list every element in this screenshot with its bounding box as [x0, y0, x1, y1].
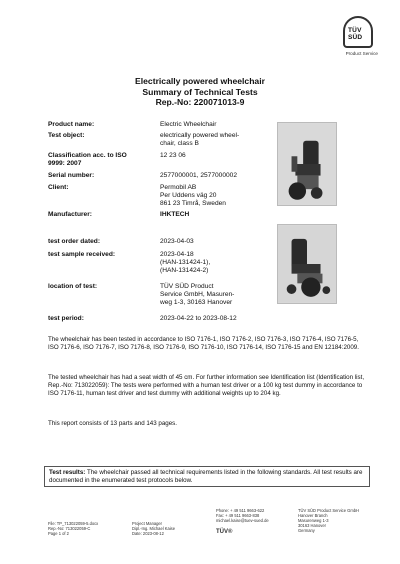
footer-contact: Phone: + 49 511 9663-622 Fax: + 49 511 9663-838 michael.kaise@tuev-sued.de — [216, 508, 269, 523]
test-object-value: electrically powered wheel- chair, class B — [160, 132, 240, 147]
document-title — [0, 76, 400, 108]
test-results-box — [44, 466, 370, 487]
seat-width-paragraph: The tested wheelchair has had a seat width of 45 cm. For further information see Identification list (Identification list, Rep.-No: 713022059): The tests were performed with a human test driver or a 100 kg test dummy in accordance to ISO 7176-11, human test driver and test dummy with additional weights up to 204 kg. — [48, 374, 365, 397]
report-size-paragraph: This report consists of 13 parts and 143 pages. — [48, 420, 177, 427]
title-line-3: Rep.-No: 220071013-9 — [155, 97, 245, 107]
test-order-label: test order dated: — [48, 238, 101, 245]
client-value: Permobil AB Per Uddens väg 20 861 23 Timrå, Sweden — [160, 184, 226, 207]
serial-number-value: 2577000001, 2577000002 — [160, 172, 238, 179]
footer-company-address: TÜV SÜD Product Service GmbH Hanover Branch Masurenweg 1-3 30163 Hanover Germany — [298, 508, 359, 533]
footer-brand: TÜV® — [216, 529, 233, 535]
product-name-value: Electric Wheelchair — [160, 121, 217, 128]
classification-label: Classification acc. to ISO 9999: 2007 — [48, 152, 127, 167]
location-value: TÜV SÜD Product Service GmbH, Masuren- weg 1-3, 30163 Hanover — [160, 283, 235, 306]
test-object-label: Test object: — [48, 132, 85, 139]
test-results-label: Test results: — [49, 469, 86, 476]
test-period-value: 2023-04-22 to 2023-08-12 — [160, 315, 237, 322]
title-line-1: Electrically powered wheelchair — [135, 76, 265, 86]
test-results-text: The wheelchair passed all technical requirements listed in the following standards. All test results are documented in the enumerated test protocols below. — [49, 469, 363, 484]
footer-project-manager: Project Manager Dipl.-Ing. Michael Kaise Date: 2023-08-12 — [132, 521, 176, 536]
test-period-label: test period: — [48, 315, 84, 322]
test-order-value: 2023-04-03 — [160, 238, 194, 245]
sample-received-label: test sample received: — [48, 251, 116, 258]
footer-file-info: File: TP_713022059-5.docx Rep.-No: 713022059-C Page 1 of 2 — [48, 521, 99, 536]
client-label: Client: — [48, 184, 69, 191]
logo-subtitle: Product Service — [345, 51, 378, 56]
classification-value: 12 23 06 — [160, 152, 186, 159]
manufacturer-value: IHKTECH — [160, 211, 190, 218]
title-line-2: Summary of Technical Tests — [142, 86, 258, 97]
location-label: location of test: — [48, 283, 98, 290]
manufacturer-label: Manufacturer: — [48, 211, 92, 218]
wheelchair-photo-front — [277, 122, 337, 206]
tuv-logo-mark — [343, 16, 373, 48]
sample-received-value: 2023-04-18 (HAN-131424-1), (HAN-131424-2) — [160, 251, 211, 274]
tuv-sud-logo — [338, 16, 378, 62]
logo-text: TÜV SÜD — [348, 27, 363, 41]
serial-number-label: Serial number: — [48, 172, 95, 179]
standards-paragraph: The wheelchair has been tested in accordance to ISO 7176-1, ISO 7176-2, ISO 7176-3, ISO 7176-4, ISO 7176-5, ISO 7176-6, ISO 7176-7, ISO 7176-8, ISO 7176-9, ISO 7176-10, ISO 7176-14, ISO 7176-15 and EN 12184:2009. — [48, 336, 359, 351]
wheelchair-photo-side — [277, 224, 337, 304]
product-name-label: Product name: — [48, 121, 95, 128]
